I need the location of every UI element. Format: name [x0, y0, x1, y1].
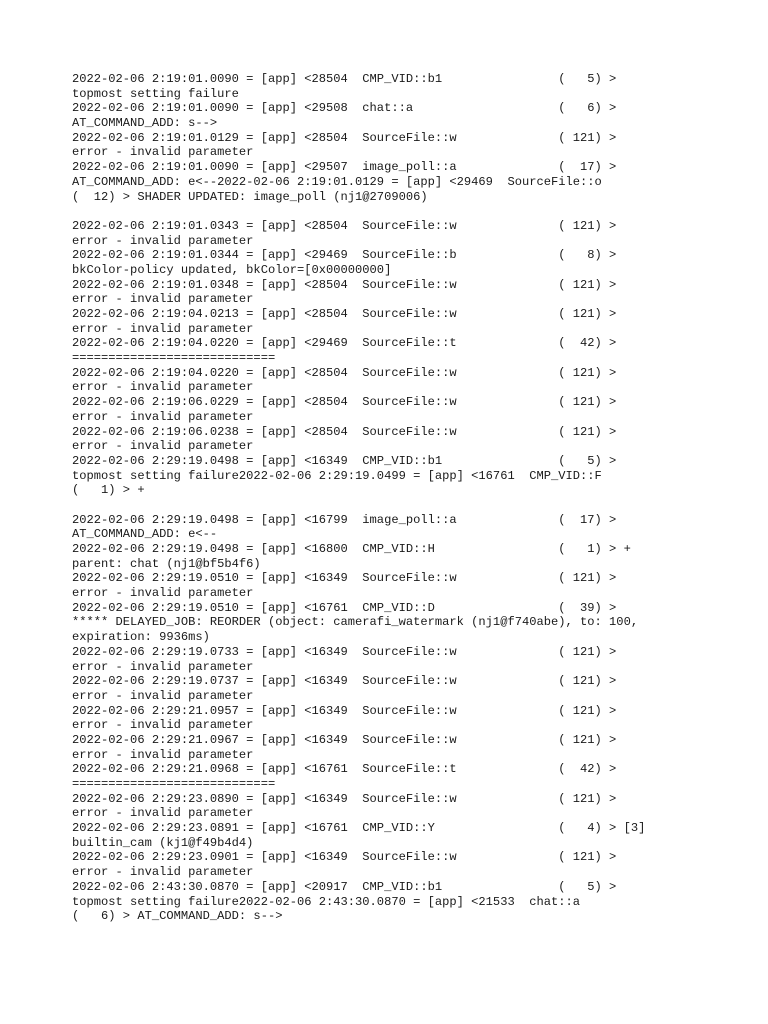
log-line: AT_COMMAND_ADD: s--> — [72, 116, 218, 131]
log-line: error - invalid parameter — [72, 718, 254, 733]
log-line: error - invalid parameter — [72, 659, 254, 674]
log-line: error - invalid parameter — [72, 806, 254, 821]
log-line: 2022-02-06 2:19:06.0238 = [app] <28504 SourceFile::w ( 121) > — [72, 424, 617, 439]
log-line: 2022-02-06 2:19:01.0090 = [app] <29507 image_poll::a ( 17) > — [72, 160, 617, 175]
log-line: 2022-02-06 2:19:01.0090 = [app] <29508 chat::a ( 6) > — [72, 101, 617, 116]
log-line: 2022-02-06 2:29:19.0498 = [app] <16349 CMP_VID::b1 ( 5) > — [72, 453, 617, 468]
log-line: 2022-02-06 2:29:19.0498 = [app] <16800 CMP_VID::H ( 1) > + — [72, 542, 631, 556]
log-line: error - invalid parameter — [72, 145, 254, 160]
log-line: 2022-02-06 2:19:04.0220 = [app] <28504 SourceFile::w ( 121) > — [72, 365, 617, 380]
log-line: 2022-02-06 2:29:21.0957 = [app] <16349 SourceFile::w ( 121) > — [72, 703, 617, 718]
log-document — [72, 72, 712, 924]
log-line: ( 1) > + — [72, 483, 145, 498]
log-line: builtin_cam (kj1@f49b4d4) — [72, 835, 254, 850]
log-line: topmost setting failure2022-02-06 2:29:19.0499 = [app] <16761 CMP_VID::F — [72, 468, 602, 483]
log-line: ============================ — [72, 351, 276, 366]
log-line: error - invalid parameter — [72, 409, 254, 424]
log-line: 2022-02-06 2:19:01.0348 = [app] <28504 SourceFile::w ( 121) > — [72, 277, 617, 292]
log-line: parent: chat (nj1@bf5b4f6) — [72, 556, 261, 571]
log-line: 2022-02-06 2:19:01.0129 = [app] <28504 SourceFile::w ( 121) > — [72, 130, 617, 145]
log-line: 2022-02-06 2:19:01.0344 = [app] <29469 SourceFile::b ( 8) > — [72, 248, 617, 263]
log-line: 2022-02-06 2:29:19.0733 = [app] <16349 SourceFile::w ( 121) > — [72, 644, 617, 659]
log-line: 2022-02-06 2:19:01.0090 = [app] <28504 CMP_VID::b1 ( 5) > — [72, 72, 617, 86]
log-line: expiration: 9936ms) — [72, 630, 210, 645]
log-line: error - invalid parameter — [72, 292, 254, 307]
log-line: 2022-02-06 2:19:04.0220 = [app] <29469 SourceFile::t ( 42) > — [72, 336, 617, 351]
log-line: ( 6) > AT_COMMAND_ADD: s--> — [72, 909, 283, 924]
log-line: ( 12) > SHADER UPDATED: image_poll (nj1@2709006) — [72, 189, 428, 204]
log-line: 2022-02-06 2:29:19.0510 = [app] <16349 SourceFile::w ( 121) > — [72, 571, 617, 586]
log-line: topmost setting failure2022-02-06 2:43:30.0870 = [app] <21533 chat::a — [72, 894, 581, 909]
log-line: AT_COMMAND_ADD: e<--2022-02-06 2:19:01.0129 = [app] <29469 SourceFile::o — [72, 174, 602, 189]
log-line: 2022-02-06 2:29:23.0901 = [app] <16349 SourceFile::w ( 121) > — [72, 850, 617, 865]
log-line: ***** DELAYED_JOB: REORDER (object: camerafi_watermark (nj1@f740abe), to: 100, — [72, 615, 639, 630]
log-line: 2022-02-06 2:29:21.0967 = [app] <16349 SourceFile::w ( 121) > — [72, 732, 617, 747]
log-line — [72, 204, 712, 219]
log-line: 2022-02-06 2:19:04.0213 = [app] <28504 SourceFile::w ( 121) > — [72, 307, 617, 321]
log-line: error - invalid parameter — [72, 688, 254, 703]
log-line: 2022-02-06 2:19:06.0229 = [app] <28504 SourceFile::w ( 121) > — [72, 395, 617, 410]
log-line: 2022-02-06 2:29:21.0968 = [app] <16761 SourceFile::t ( 42) > — [72, 762, 617, 777]
log-line: error - invalid parameter — [72, 586, 254, 601]
log-line: error - invalid parameter — [72, 233, 254, 248]
log-line: 2022-02-06 2:29:23.0891 = [app] <16761 CMP_VID::Y ( 4) > [3] — [72, 821, 646, 836]
log-line: 2022-02-06 2:29:23.0890 = [app] <16349 SourceFile::w ( 121) > — [72, 791, 617, 806]
log-line: 2022-02-06 2:29:19.0737 = [app] <16349 SourceFile::w ( 121) > — [72, 674, 617, 689]
log-line: ============================ — [72, 777, 276, 791]
log-line: topmost setting failure — [72, 86, 239, 101]
log-line: bkColor-policy updated, bkColor=[0x00000000] — [72, 262, 392, 277]
log-line: 2022-02-06 2:43:30.0870 = [app] <20917 CMP_VID::b1 ( 5) > — [72, 879, 617, 894]
log-line — [72, 498, 712, 513]
log-line: 2022-02-06 2:29:19.0498 = [app] <16799 image_poll::a ( 17) > — [72, 512, 617, 527]
log-line: 2022-02-06 2:29:19.0510 = [app] <16761 CMP_VID::D ( 39) > — [72, 600, 617, 615]
log-line: error - invalid parameter — [72, 380, 254, 395]
log-line: 2022-02-06 2:19:01.0343 = [app] <28504 SourceFile::w ( 121) > — [72, 218, 617, 233]
log-line: error - invalid parameter — [72, 747, 254, 762]
log-line: AT_COMMAND_ADD: e<-- — [72, 527, 218, 542]
log-line: error - invalid parameter — [72, 865, 254, 880]
log-line: error - invalid parameter — [72, 321, 254, 336]
log-line: error - invalid parameter — [72, 439, 254, 454]
